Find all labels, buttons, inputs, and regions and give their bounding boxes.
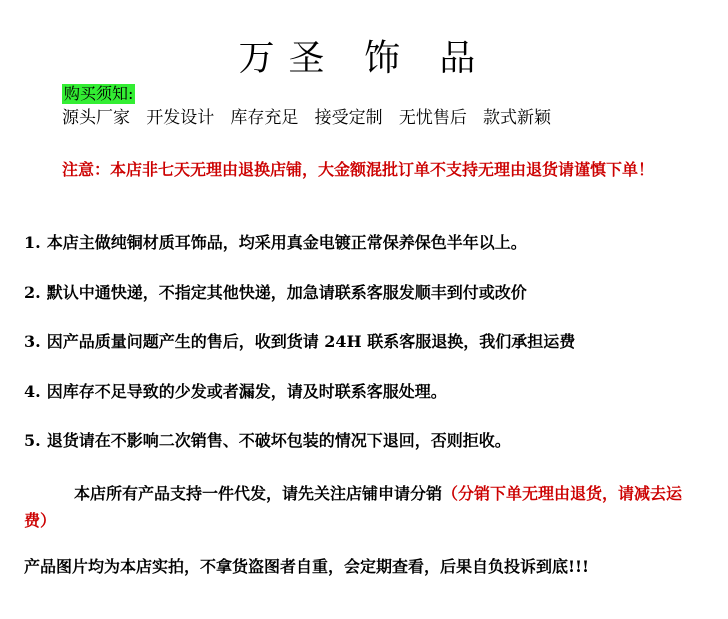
dropship-paragraph (24, 480, 700, 534)
dropship-text: 本店所有产品支持一件代发，请先关注店铺申请分销 (74, 484, 443, 503)
rule-number: 1. (24, 233, 41, 252)
rule-text: 因库存不足导致的少发或者漏发，请及时联系客服处理。 (46, 382, 447, 401)
footer-notice: 产品图片均为本店实拍，不拿货盗图者自重，会定期查看，后果自负投诉到底!!! (24, 557, 590, 576)
rule-item-3 (24, 331, 704, 353)
notice-label: 购买须知: (64, 84, 134, 103)
rule-number: 5. (24, 431, 41, 450)
warning-text: 注意：本店非七天无理由退换店铺，大金额混批订单不支持无理由退货请谨慎下单！ (62, 160, 655, 179)
page-title: 万圣 饰 品 (238, 38, 490, 79)
rule-text: 默认中通快递，不指定其他快递，加急请联系客服发顺丰到付或改价 (46, 283, 527, 302)
rule-item-5 (24, 430, 704, 452)
rule-text: 因产品质量问题产生的售后，收到货请 24H 联系客服退换，我们承担运费 (46, 332, 576, 351)
rule-item-4 (24, 381, 704, 403)
rule-text: 退货请在不影响二次销售、不破坏包装的情况下退回，否则拒收。 (46, 431, 511, 450)
rule-number: 4. (24, 382, 41, 401)
rule-text: 本店主做纯铜材质耳饰品，均采用真金电镀正常保养保色半年以上。 (46, 233, 527, 252)
rule-item-2 (24, 282, 704, 304)
rule-item-1 (24, 232, 704, 254)
rule-number: 3. (24, 332, 41, 351)
features-line: 源头厂家 开发设计 库存充足 接受定制 无忧售后 款式新颖 (62, 108, 552, 128)
rule-number: 2. (24, 283, 41, 302)
dropship-red-text: （分销下单无理由退货，请减去运费） (24, 484, 683, 530)
